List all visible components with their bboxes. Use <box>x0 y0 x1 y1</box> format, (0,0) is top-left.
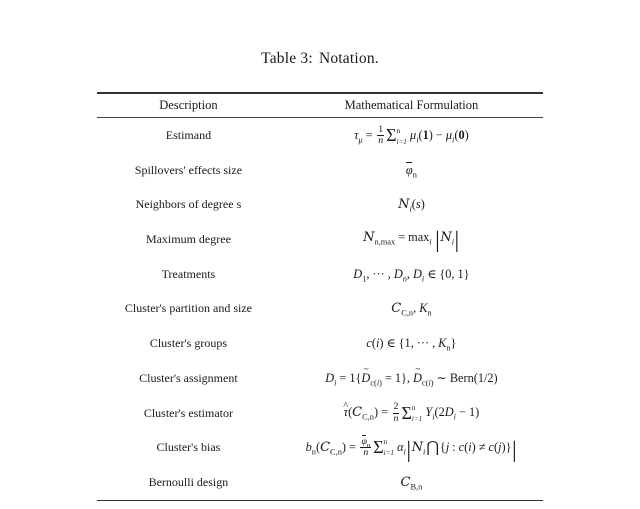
row-formula-estimand <box>280 118 543 153</box>
row-formula-spillovers-effects-size <box>280 153 543 188</box>
formula-clusters-groups: c(i) ∈ {1, ··· , $K_n$} <box>366 336 457 353</box>
row-description-spillovers-effects-size: Spillovers' effects size <box>134 162 243 177</box>
row-formula-clusters-partition-and-size <box>280 292 543 327</box>
formula-clusters-assignment: $D_i$ = 1{~ $D_{c(i)} = 1$}, ~ $D_{c(i)}$ ∼ Bern(1/2) <box>325 372 497 386</box>
formula-maximum-degree: $N_{n,max} = \max_i |N_i|$ <box>363 227 460 254</box>
table-row <box>97 222 543 257</box>
column-header-description: Description <box>159 98 218 113</box>
row-description-maximum-degree: Maximum degree <box>145 232 231 247</box>
table-caption <box>0 50 640 68</box>
formula-bernoulli-design: $C_{B,n}$ <box>400 474 423 492</box>
table-row <box>97 292 543 327</box>
row-description-clusters-bias: Cluster's bias <box>156 440 221 455</box>
formula-clusters-bias: $b_n(C_{C,n})$ = $\frac{\varphi_n}{n}$ Σ n i=1 $\alpha_i|N_i⋂\{j$ : c(i) ≠ c(j)}| <box>305 435 517 463</box>
row-description-estimand: Estimand <box>165 128 212 143</box>
table-caption-text: Notation. <box>318 50 379 67</box>
table-row <box>97 188 543 223</box>
table-row <box>97 257 543 292</box>
table-caption-label: Table 3: <box>261 50 313 67</box>
table-row <box>97 396 543 431</box>
column-header-formulation: Mathematical Formulation <box>344 98 479 113</box>
table-row <box>97 118 543 153</box>
table-body <box>97 118 543 500</box>
row-formula-clusters-assignment <box>280 361 543 396</box>
table-bottom-rule <box>97 500 543 501</box>
notation-table <box>97 94 543 117</box>
table-row <box>97 153 543 188</box>
table-row <box>97 361 543 396</box>
table-head <box>97 94 543 117</box>
row-description-bernoulli-design: Bernoulli design <box>148 474 229 489</box>
row-formula-bernoulli-design <box>280 465 543 500</box>
table-row <box>97 430 543 465</box>
table-row <box>97 326 543 361</box>
row-formula-neighbors-of-degree-s <box>280 188 543 223</box>
row-description-clusters-estimator: Cluster's estimator <box>143 405 233 420</box>
row-description-clusters-partition-and-size: Cluster's partition and size <box>124 301 252 316</box>
notation-table-body <box>97 118 543 500</box>
notation-table-container <box>97 92 543 501</box>
row-description-clusters-groups: Cluster's groups <box>149 336 228 351</box>
row-formula-clusters-bias <box>280 430 543 465</box>
row-formula-maximum-degree <box>280 222 543 257</box>
formula-estimand: $\tau_\mu$ = $\frac{1}{n}$ Σ n i=1 $\mu_i(1) - \mu_i(0)$ <box>354 123 469 147</box>
table-header-row <box>97 94 543 117</box>
formula-treatments: $D_1$, ··· , $D_n$, $D_i$ ∈ {0, 1} <box>353 266 470 284</box>
row-formula-treatments <box>280 257 543 292</box>
formula-clusters-partition-and-size: $C_{C,n}$, $K_n$ <box>391 301 432 318</box>
row-description-clusters-assignment: Cluster's assignment <box>139 370 238 385</box>
formula-clusters-estimator: ^ $\tau(C_{C,n})$ = $\frac{2}{n}$ Σ n i=1 $Y_i(2D_i - 1)$ <box>344 402 480 423</box>
row-formula-clusters-groups <box>280 326 543 361</box>
formula-spillovers-effects-size: $\varphi_n$ <box>405 162 417 180</box>
formula-neighbors-of-degree-s: $N_i(s)$ <box>398 197 425 214</box>
row-description-neighbors-of-degree-s: Neighbors of degree s <box>135 197 242 212</box>
table-row <box>97 465 543 500</box>
row-formula-clusters-estimator <box>280 396 543 431</box>
row-description-treatments: Treatments <box>161 266 216 281</box>
